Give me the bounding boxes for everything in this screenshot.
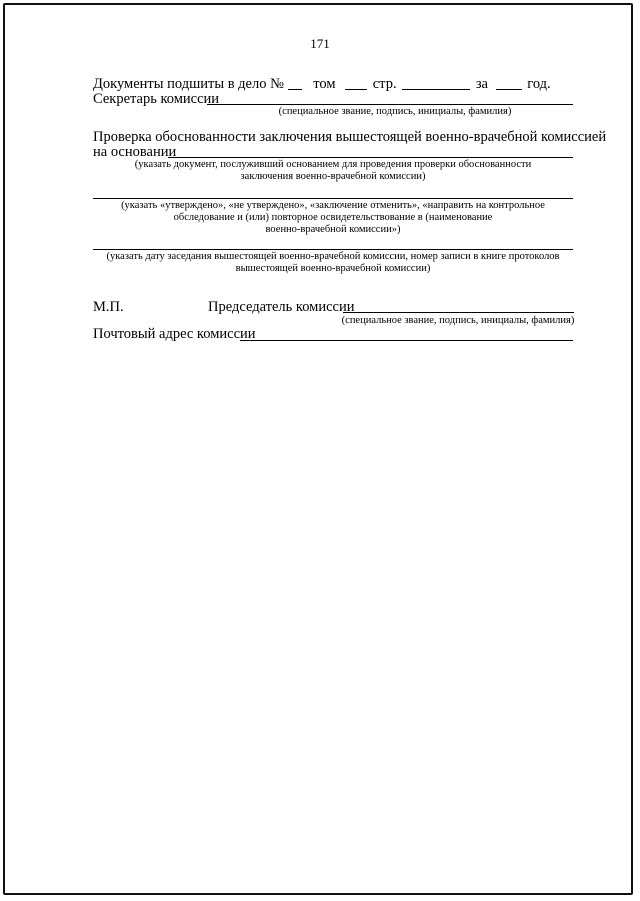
date-hint-1: (указать дату заседания вышестоящей военно-врачебной комиссии, номер записи в книге протоколов [106,251,560,262]
secretary-signature-field[interactable] [207,104,573,105]
secretary-label: Секретарь комиссии [93,91,220,107]
stamp-label: М.П. [93,299,124,315]
basis-hint-1: (указать документ, послуживший основанием для проведения проверки обоснованности [134,159,532,170]
year-label: год. [527,76,551,92]
documents-filed-label: Документы подшиты в дело № [93,76,284,92]
date-hint-2: вышестоящей военно-врачебной комиссии) [235,263,431,274]
session-date-field[interactable] [93,249,573,250]
chairman-hint: (специальное звание, подпись, инициалы, фамилия) [341,315,575,326]
case-number-field[interactable] [288,76,302,90]
volume-label: том [313,76,336,92]
postal-address-field[interactable] [240,340,573,341]
documents-filed-line [93,76,551,92]
page-number: 171 [310,36,330,51]
basis-label: на основании [93,144,177,160]
decision-hint-3: военно-врачебной комиссии») [265,224,401,235]
verification-title: Проверка обоснованности заключения вышестоящей военно-врачебной комиссией [93,129,607,145]
page-label: стр. [372,76,397,92]
basis-field[interactable] [168,157,573,158]
basis-hint-2: заключения военно-врачебной комиссии) [240,171,426,182]
year-field[interactable] [496,76,522,90]
decision-hint-1: (указать «утверждено», «не утверждено», «заключение отменить», «направить на контрольное [121,200,545,211]
postal-address-label: Почтовый адрес комиссии [93,326,256,342]
secretary-hint: (специальное звание, подпись, инициалы, фамилия) [278,106,512,117]
decision-field[interactable] [93,198,573,199]
page-field[interactable] [402,76,470,90]
decision-hint-2: обследование и (или) повторное освидетельствование в (наименование [173,212,493,223]
chairman-label: Председатель комиссии [208,299,355,315]
chairman-signature-field[interactable] [343,312,574,313]
for-label: за [475,76,488,92]
volume-field[interactable] [345,76,367,90]
